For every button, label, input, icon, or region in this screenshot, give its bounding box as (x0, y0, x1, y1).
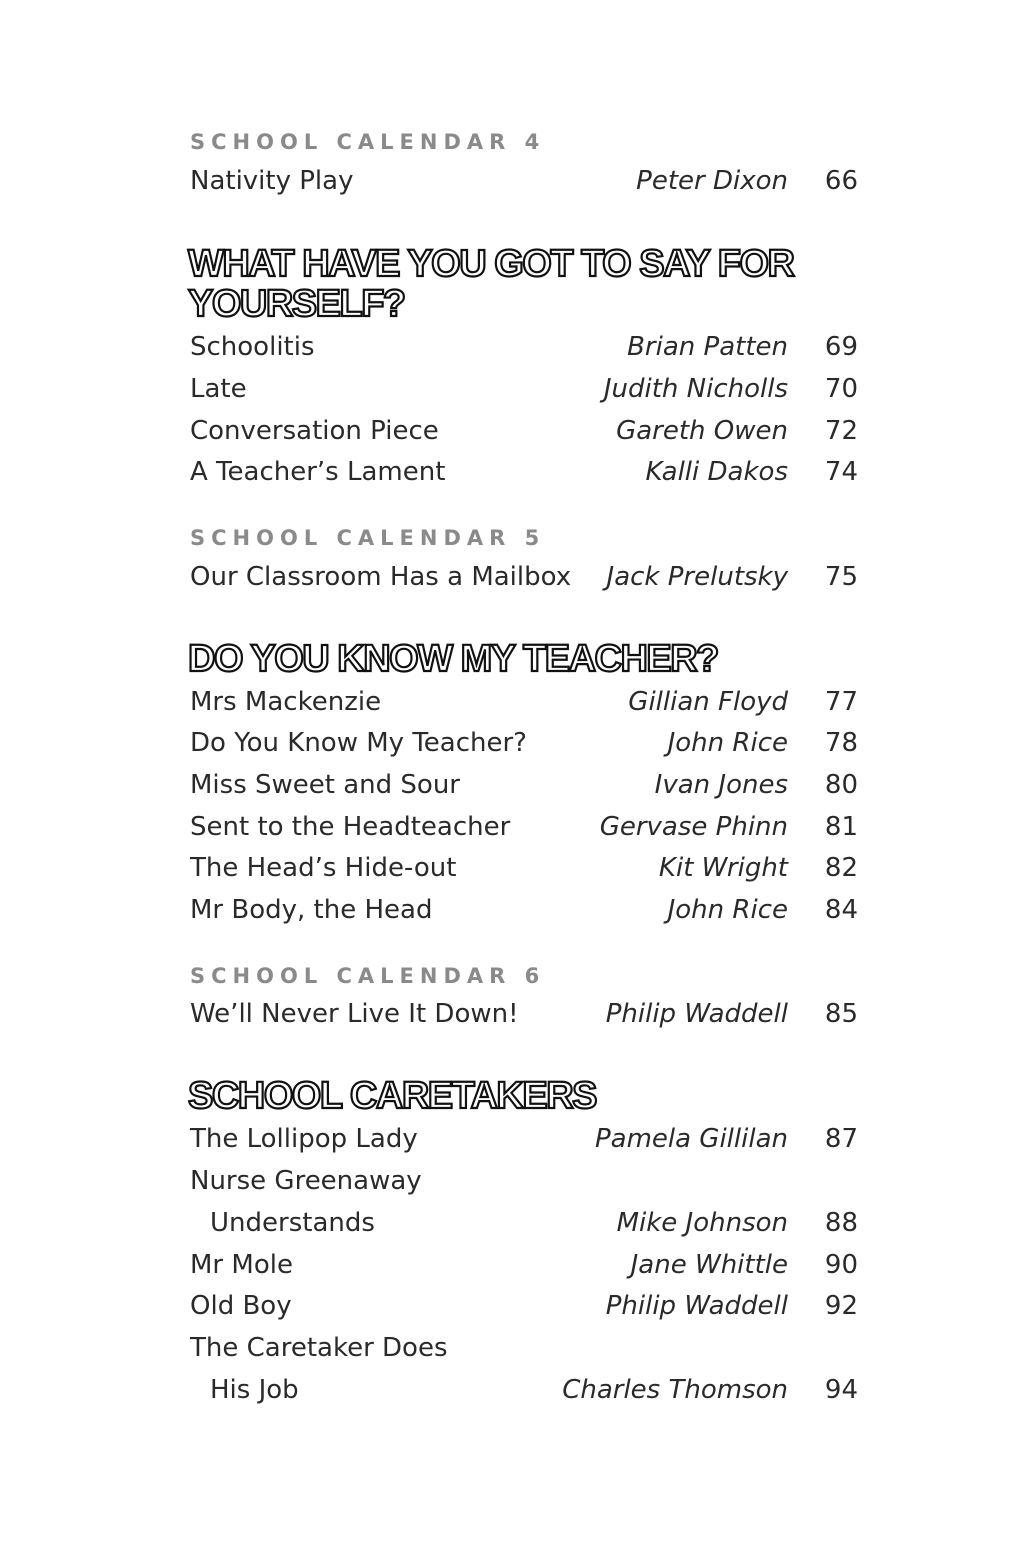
entry-title: Do You Know My Teacher? (190, 728, 527, 758)
entry-author: Philip Waddell (605, 999, 788, 1029)
section-heading: WHAT HAVE YOU GOT TO SAY FOR (188, 243, 794, 285)
entry-title: Late (190, 374, 247, 404)
section-heading: DO YOU KNOW MY TEACHER? (188, 638, 718, 680)
entry-author: Jane Whittle (630, 1250, 788, 1280)
entry-page-number: 82 (824, 853, 858, 883)
entry-author: Kit Wright (658, 853, 788, 883)
entry-author: Kalli Dakos (645, 457, 788, 487)
section-heading: SCHOOL CARETAKERS (188, 1075, 597, 1117)
entry-author: Peter Dixon (636, 166, 788, 196)
entry-title: Mr Body, the Head (190, 895, 433, 925)
contents-entry (0, 770, 1016, 810)
entry-title: Mr Mole (190, 1250, 293, 1280)
section-heading-continued: YOURSELF? (188, 283, 405, 325)
entry-author: Brian Patten (627, 332, 788, 362)
contents-entry (0, 999, 1016, 1039)
entry-author: Pamela Gillilan (594, 1124, 788, 1154)
entry-page-number: 70 (824, 374, 858, 404)
entry-author: Philip Waddell (605, 1291, 788, 1321)
calendar-heading: SCHOOL CALENDAR 6 (190, 964, 546, 988)
entry-author: Gillian Floyd (628, 687, 788, 717)
entry-author: John Rice (667, 895, 788, 925)
contents-entry (0, 687, 1016, 727)
entry-page-number: 92 (824, 1291, 858, 1321)
contents-entry (0, 853, 1016, 893)
entry-title: Miss Sweet and Sour (190, 770, 460, 800)
entry-title: Our Classroom Has a Mailbox (190, 562, 572, 592)
entry-page-number: 84 (824, 895, 858, 925)
entry-title: Nativity Play (190, 166, 354, 196)
contents-entry (0, 416, 1016, 456)
calendar-heading: SCHOOL CALENDAR 4 (190, 130, 546, 154)
entry-title: Conversation Piece (190, 416, 439, 446)
entry-page-number: 69 (824, 332, 858, 362)
entry-title: Nurse Greenaway (190, 1166, 422, 1196)
entry-title: Old Boy (190, 1291, 292, 1321)
entry-author: Gervase Phinn (599, 812, 788, 842)
contents-entry (0, 1166, 1016, 1206)
entry-author: Gareth Owen (616, 416, 788, 446)
entry-page-number: 94 (824, 1375, 858, 1405)
entry-title: The Head’s Hide-out (190, 853, 457, 883)
entry-title: Mrs Mackenzie (190, 687, 382, 717)
contents-entry (0, 166, 1016, 206)
contents-entry-continued (0, 1208, 1016, 1248)
contents-entry (0, 1291, 1016, 1331)
entry-page-number: 75 (824, 562, 858, 592)
entry-page-number: 81 (824, 812, 858, 842)
entry-title: Sent to the Headteacher (190, 812, 511, 842)
contents-entry (0, 1333, 1016, 1373)
entry-title-continued: His Job (210, 1375, 299, 1405)
entry-author: John Rice (667, 728, 788, 758)
entry-author: Mike Johnson (616, 1208, 788, 1238)
entry-author: Ivan Jones (654, 770, 788, 800)
calendar-heading: SCHOOL CALENDAR 5 (190, 526, 546, 550)
entry-title: The Caretaker Does (190, 1333, 448, 1363)
entry-page-number: 72 (824, 416, 858, 446)
entry-page-number: 77 (824, 687, 858, 717)
contents-entry (0, 728, 1016, 768)
contents-entry (0, 374, 1016, 414)
entry-page-number: 74 (824, 457, 858, 487)
entry-title: We’ll Never Live It Down! (190, 999, 519, 1029)
entry-title-continued: Understands (210, 1208, 375, 1238)
entry-author: Judith Nicholls (603, 374, 788, 404)
entry-title: Schoolitis (190, 332, 315, 362)
entry-page-number: 78 (824, 728, 858, 758)
entry-title: A Teacher’s Lament (190, 457, 446, 487)
contents-entry (0, 1250, 1016, 1290)
contents-entry (0, 457, 1016, 497)
contents-entry (0, 812, 1016, 852)
contents-entry (0, 562, 1016, 602)
entry-author: Charles Thomson (562, 1375, 788, 1405)
entry-page-number: 66 (824, 166, 858, 196)
entry-page-number: 87 (824, 1124, 858, 1154)
contents-entry (0, 895, 1016, 935)
entry-page-number: 85 (824, 999, 858, 1029)
entry-author: Jack Prelutsky (606, 562, 788, 592)
contents-entry-continued (0, 1375, 1016, 1415)
contents-entry (0, 1124, 1016, 1164)
entry-page-number: 88 (824, 1208, 858, 1238)
entry-page-number: 80 (824, 770, 858, 800)
contents-entry (0, 332, 1016, 372)
entry-page-number: 90 (824, 1250, 858, 1280)
entry-title: The Lollipop Lady (190, 1124, 418, 1154)
